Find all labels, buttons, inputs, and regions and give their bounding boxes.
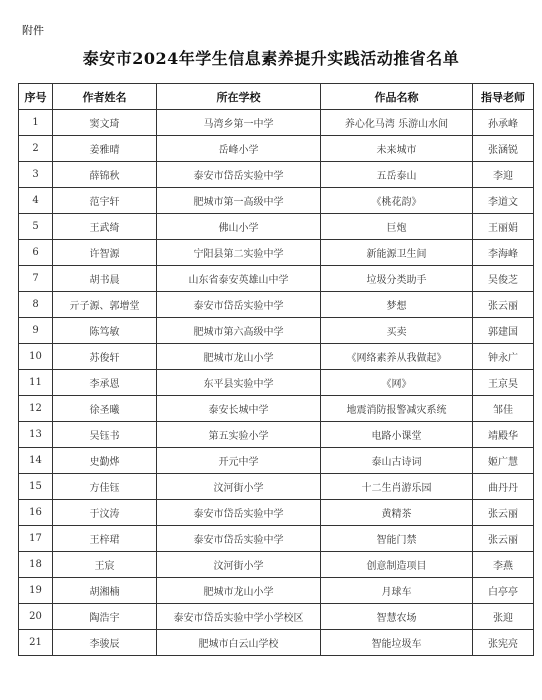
cell-author: 陈笃敏 bbox=[53, 318, 157, 344]
table-row bbox=[19, 630, 534, 656]
table-row bbox=[19, 344, 534, 370]
table-row bbox=[19, 214, 534, 240]
column-header-work: 作品名称 bbox=[321, 84, 473, 110]
cell-author: 姜雅晴 bbox=[53, 136, 157, 162]
cell-number: 5 bbox=[19, 214, 53, 240]
cell-work: 梦想 bbox=[321, 292, 473, 318]
cell-school: 岳峰小学 bbox=[157, 136, 321, 162]
cell-teacher: 张涵锐 bbox=[473, 136, 534, 162]
column-header-teacher: 指导老师 bbox=[473, 84, 534, 110]
table-row bbox=[19, 396, 534, 422]
cell-number: 2 bbox=[19, 136, 53, 162]
cell-school: 肥城市第六高级中学 bbox=[157, 318, 321, 344]
cell-school: 东平县实验中学 bbox=[157, 370, 321, 396]
table-row bbox=[19, 422, 534, 448]
attachment-label: 附件 bbox=[22, 24, 44, 37]
cell-number: 21 bbox=[19, 630, 53, 656]
cell-work: 《网》 bbox=[321, 370, 473, 396]
cell-number: 4 bbox=[19, 188, 53, 214]
cell-author: 苏俊轩 bbox=[53, 344, 157, 370]
cell-teacher: 吴俊芝 bbox=[473, 266, 534, 292]
cell-work: 电路小课堂 bbox=[321, 422, 473, 448]
table-row bbox=[19, 110, 534, 136]
cell-work: 《网络素养从我做起》 bbox=[321, 344, 473, 370]
table-row bbox=[19, 240, 534, 266]
cell-work: 养心化马湾 乐游山水间 bbox=[321, 110, 473, 136]
cell-teacher: 张云丽 bbox=[473, 292, 534, 318]
cell-work: 垃圾分类助手 bbox=[321, 266, 473, 292]
table-row bbox=[19, 266, 534, 292]
cell-work: 智能垃圾车 bbox=[321, 630, 473, 656]
cell-work: 五岳泰山 bbox=[321, 162, 473, 188]
cell-author: 许智源 bbox=[53, 240, 157, 266]
table-row bbox=[19, 526, 534, 552]
cell-school: 开元中学 bbox=[157, 448, 321, 474]
cell-teacher: 张云丽 bbox=[473, 526, 534, 552]
cell-school: 汶河街小学 bbox=[157, 552, 321, 578]
cell-school: 佛山小学 bbox=[157, 214, 321, 240]
table-row bbox=[19, 500, 534, 526]
cell-school: 泰安市岱岳实验中学 bbox=[157, 526, 321, 552]
cell-work: 巨炮 bbox=[321, 214, 473, 240]
column-header-school: 所在学校 bbox=[157, 84, 321, 110]
cell-number: 9 bbox=[19, 318, 53, 344]
cell-work: 未来城市 bbox=[321, 136, 473, 162]
cell-author: 陶浩宇 bbox=[53, 604, 157, 630]
cell-teacher: 李迎 bbox=[473, 162, 534, 188]
cell-author: 于汶涛 bbox=[53, 500, 157, 526]
cell-teacher: 曲丹丹 bbox=[473, 474, 534, 500]
cell-author: 窦文琦 bbox=[53, 110, 157, 136]
table-row bbox=[19, 604, 534, 630]
cell-number: 1 bbox=[19, 110, 53, 136]
cell-number: 14 bbox=[19, 448, 53, 474]
cell-number: 10 bbox=[19, 344, 53, 370]
cell-author: 范宇轩 bbox=[53, 188, 157, 214]
cell-school: 第五实验小学 bbox=[157, 422, 321, 448]
cell-work: 创意制造项目 bbox=[321, 552, 473, 578]
table-row bbox=[19, 448, 534, 474]
cell-teacher: 张宪亮 bbox=[473, 630, 534, 656]
table-header-row bbox=[19, 84, 534, 110]
cell-number: 20 bbox=[19, 604, 53, 630]
cell-teacher: 靖殿华 bbox=[473, 422, 534, 448]
cell-school: 肥城市龙山小学 bbox=[157, 578, 321, 604]
cell-author: 吴钰书 bbox=[53, 422, 157, 448]
table-row bbox=[19, 292, 534, 318]
table-row bbox=[19, 188, 534, 214]
cell-teacher: 钟永广 bbox=[473, 344, 534, 370]
table-row bbox=[19, 552, 534, 578]
cell-author: 徐圣曦 bbox=[53, 396, 157, 422]
cell-work: 《桃花韵》 bbox=[321, 188, 473, 214]
table-row bbox=[19, 318, 534, 344]
cell-number: 6 bbox=[19, 240, 53, 266]
cell-school: 肥城市白云山学校 bbox=[157, 630, 321, 656]
cell-number: 17 bbox=[19, 526, 53, 552]
cell-work: 月球车 bbox=[321, 578, 473, 604]
cell-work: 买卖 bbox=[321, 318, 473, 344]
cell-author: 李承恩 bbox=[53, 370, 157, 396]
table-row bbox=[19, 370, 534, 396]
cell-school: 肥城市第一高级中学 bbox=[157, 188, 321, 214]
cell-number: 12 bbox=[19, 396, 53, 422]
cell-work: 智能门禁 bbox=[321, 526, 473, 552]
cell-author: 王宸 bbox=[53, 552, 157, 578]
document-title: 泰安市2024年学生信息素养提升实践活动推省名单 bbox=[82, 49, 460, 68]
cell-author: 薛锦秋 bbox=[53, 162, 157, 188]
cell-author: 王梓珺 bbox=[53, 526, 157, 552]
cell-number: 11 bbox=[19, 370, 53, 396]
cell-teacher: 李海峰 bbox=[473, 240, 534, 266]
cell-school: 泰安市岱岳实验中学 bbox=[157, 292, 321, 318]
cell-work: 智慧农场 bbox=[321, 604, 473, 630]
cell-work: 地震消防报警减灾系统 bbox=[321, 396, 473, 422]
cell-teacher: 姬广慧 bbox=[473, 448, 534, 474]
cell-author: 王武绮 bbox=[53, 214, 157, 240]
cell-teacher: 王京昊 bbox=[473, 370, 534, 396]
table-row bbox=[19, 136, 534, 162]
cell-number: 16 bbox=[19, 500, 53, 526]
cell-work: 泰山古诗词 bbox=[321, 448, 473, 474]
cell-author: 史勤烨 bbox=[53, 448, 157, 474]
table-row bbox=[19, 578, 534, 604]
table-row bbox=[19, 162, 534, 188]
cell-school: 宁阳县第二实验中学 bbox=[157, 240, 321, 266]
cell-work: 黄精茶 bbox=[321, 500, 473, 526]
cell-number: 18 bbox=[19, 552, 53, 578]
cell-teacher: 李道文 bbox=[473, 188, 534, 214]
cell-author: 胡湘楠 bbox=[53, 578, 157, 604]
table-row bbox=[19, 474, 534, 500]
cell-number: 7 bbox=[19, 266, 53, 292]
cell-teacher: 王丽娟 bbox=[473, 214, 534, 240]
cell-teacher: 李燕 bbox=[473, 552, 534, 578]
cell-number: 13 bbox=[19, 422, 53, 448]
cell-teacher: 孙承峰 bbox=[473, 110, 534, 136]
cell-teacher: 张云丽 bbox=[473, 500, 534, 526]
cell-author: 李骏辰 bbox=[53, 630, 157, 656]
cell-number: 19 bbox=[19, 578, 53, 604]
cell-number: 15 bbox=[19, 474, 53, 500]
cell-school: 山东省泰安英雄山中学 bbox=[157, 266, 321, 292]
column-header-number: 序号 bbox=[19, 84, 53, 110]
cell-work: 新能源卫生间 bbox=[321, 240, 473, 266]
cell-author: 方佳钰 bbox=[53, 474, 157, 500]
cell-teacher: 白亭亭 bbox=[473, 578, 534, 604]
cell-school: 泰安市岱岳实验中学小学校区 bbox=[157, 604, 321, 630]
cell-author: 胡书晨 bbox=[53, 266, 157, 292]
cell-school: 汶河街小学 bbox=[157, 474, 321, 500]
cell-school: 泰安长城中学 bbox=[157, 396, 321, 422]
cell-teacher: 张迎 bbox=[473, 604, 534, 630]
cell-number: 3 bbox=[19, 162, 53, 188]
cell-work: 十二生肖游乐园 bbox=[321, 474, 473, 500]
cell-number: 8 bbox=[19, 292, 53, 318]
cell-teacher: 邹佳 bbox=[473, 396, 534, 422]
nomination-table bbox=[18, 83, 534, 656]
column-header-author: 作者姓名 bbox=[53, 84, 157, 110]
cell-school: 泰安市岱岳实验中学 bbox=[157, 162, 321, 188]
cell-school: 肥城市龙山小学 bbox=[157, 344, 321, 370]
cell-school: 泰安市岱岳实验中学 bbox=[157, 500, 321, 526]
cell-school: 马湾乡第一中学 bbox=[157, 110, 321, 136]
cell-author: 亓子源、郭增堂 bbox=[53, 292, 157, 318]
cell-teacher: 郭建国 bbox=[473, 318, 534, 344]
